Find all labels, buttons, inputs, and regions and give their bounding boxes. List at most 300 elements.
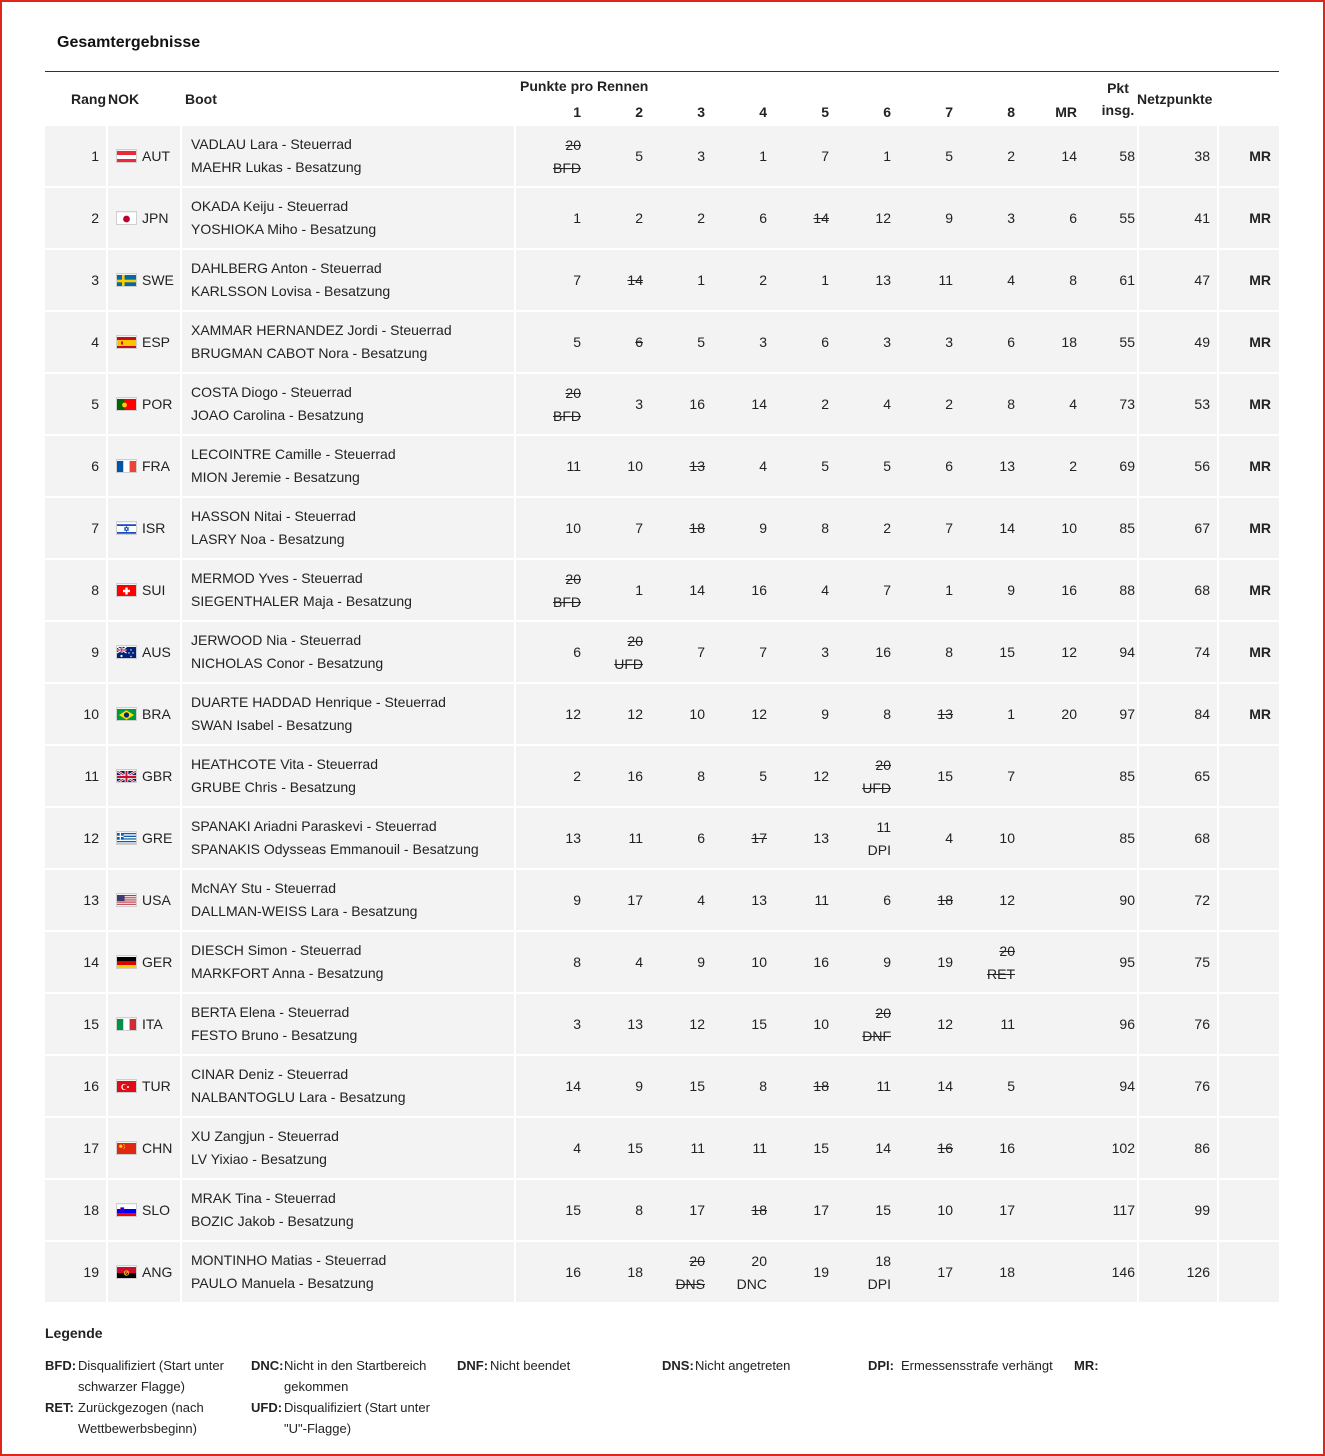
medal-race-badge: MR <box>1249 148 1271 164</box>
race-5-points <box>789 827 829 850</box>
race-1-points <box>541 827 581 850</box>
column-separator <box>106 560 108 620</box>
points-value: 14 <box>751 396 767 412</box>
race-mr-points <box>1037 517 1077 540</box>
race-6-points <box>851 207 891 230</box>
points-value: 11 <box>938 272 953 288</box>
points-value: 8 <box>759 1078 767 1094</box>
legend-text-line: Zurückgezogen (nach <box>78 1400 204 1415</box>
crew-cell <box>191 1125 339 1171</box>
points-value: 10 <box>627 458 643 474</box>
column-separator <box>1137 808 1139 868</box>
points-value: 5 <box>945 148 953 164</box>
medal-race-badge: MR <box>1249 396 1271 412</box>
column-separator <box>180 250 182 310</box>
column-separator <box>1217 374 1219 434</box>
points-value: 13 <box>627 1016 643 1032</box>
penalty-code: BFD <box>553 594 581 610</box>
medal-race-badge: MR <box>1249 210 1271 226</box>
race-5-points <box>789 765 829 788</box>
net-points: 67 <box>1194 520 1210 536</box>
crew-cell <box>191 1187 354 1233</box>
race-1-points <box>541 1137 581 1160</box>
crew-name: SIEGENTHALER Maja - Besatzung <box>191 593 412 609</box>
column-separator <box>106 622 108 682</box>
net-points: 68 <box>1194 830 1210 846</box>
points-value: 8 <box>1007 396 1015 412</box>
helm-name: HASSON Nitai - Steuerrad <box>191 508 356 524</box>
points-value: 10 <box>565 520 581 536</box>
race-4-points <box>727 269 767 292</box>
column-separator <box>514 1056 516 1116</box>
column-separator <box>1137 188 1139 248</box>
column-separator <box>106 126 108 186</box>
points-value: 14 <box>1061 148 1077 164</box>
column-separator <box>180 994 182 1054</box>
points-value: 16 <box>1061 582 1077 598</box>
column-separator <box>514 622 516 682</box>
penalty-code: BFD <box>553 408 581 424</box>
flag-usa-icon <box>116 893 137 907</box>
legend-text-line: "U"-Flagge) <box>284 1421 352 1436</box>
points-value: 12 <box>627 706 643 722</box>
race-2-points <box>603 331 643 354</box>
helm-name: HEATHCOTE Vita - Steuerrad <box>191 756 378 772</box>
column-separator <box>1217 870 1219 930</box>
race-8-points <box>975 940 1015 986</box>
column-separator <box>514 188 516 248</box>
race-2-points <box>603 1261 643 1284</box>
total-points: 146 <box>1111 1264 1135 1280</box>
table-header <box>45 72 1279 126</box>
net-points: 99 <box>1194 1202 1210 1218</box>
header-rank: Rang <box>71 91 106 107</box>
race-6-points <box>851 269 891 292</box>
race-3-points <box>665 1199 705 1222</box>
flag-tur-icon <box>116 1079 137 1093</box>
points-value: 6 <box>945 458 953 474</box>
points-value: 9 <box>821 706 829 722</box>
points-value: 12 <box>875 210 891 226</box>
race-8-points <box>975 1199 1015 1222</box>
race-5-points <box>789 517 829 540</box>
points-value: 18 <box>627 1264 643 1280</box>
crew-name: LV Yixiao - Besatzung <box>191 1151 327 1167</box>
noc-code: AUS <box>142 644 171 660</box>
column-separator <box>1137 560 1139 620</box>
race-7-points <box>913 889 953 912</box>
medal-race-badge: MR <box>1249 334 1271 350</box>
points-value: 12 <box>937 1016 953 1032</box>
race-mr-points <box>1037 393 1077 416</box>
table-row <box>45 932 1279 992</box>
rank-cell: 7 <box>91 520 99 536</box>
points-value: 7 <box>573 272 581 288</box>
points-value: 2 <box>697 210 705 226</box>
rank-cell: 17 <box>83 1140 99 1156</box>
noc-code: SLO <box>142 1202 171 1218</box>
legend-text-line: schwarzer Flagge) <box>78 1379 185 1394</box>
race-7-points <box>913 393 953 416</box>
column-separator <box>514 808 516 868</box>
column-separator <box>1217 1118 1219 1178</box>
points-value: 14 <box>875 1140 891 1156</box>
crew-name: KARLSSON Lovisa - Besatzung <box>191 283 391 299</box>
points-value: 2 <box>1069 458 1077 474</box>
race-7-points <box>913 1013 953 1036</box>
race-2-points <box>603 703 643 726</box>
points-value: 14 <box>999 520 1015 536</box>
crew-cell <box>191 443 396 489</box>
crew-name: JOAO Carolina - Besatzung <box>191 407 364 423</box>
race-7-points <box>913 641 953 664</box>
points-value: 15 <box>875 1202 891 1218</box>
points-value: 3 <box>821 644 829 660</box>
net-points: 49 <box>1194 334 1210 350</box>
points-value: 17 <box>627 892 643 908</box>
header-race-mr: MR <box>1055 104 1077 120</box>
race-8-points <box>975 1261 1015 1284</box>
column-separator <box>1217 1242 1219 1302</box>
rank-cell: 9 <box>91 644 99 660</box>
crew-name: NICHOLAS Conor - Besatzung <box>191 655 384 671</box>
points-value: 1 <box>945 582 953 598</box>
legend-text-line: Nicht beendet <box>490 1358 571 1373</box>
rank-cell: 5 <box>91 396 99 412</box>
noc-code: BRA <box>142 706 171 722</box>
helm-name: McNAY Stu - Steuerrad <box>191 880 336 896</box>
points-value: 2 <box>635 210 643 226</box>
total-points: 94 <box>1119 1078 1135 1094</box>
crew-name: MAEHR Lukas - Besatzung <box>191 159 362 175</box>
crew-name: MION Jeremie - Besatzung <box>191 469 360 485</box>
column-separator <box>106 1056 108 1116</box>
points-value: 15 <box>689 1078 705 1094</box>
flag-jpn-icon <box>116 211 137 225</box>
helm-name: BERTA Elena - Steuerrad <box>191 1004 350 1020</box>
column-separator <box>514 932 516 992</box>
race-1-points <box>541 1013 581 1036</box>
points-value: 2 <box>883 520 891 536</box>
points-value: 7 <box>945 520 953 536</box>
points-value: 18 <box>875 1253 891 1269</box>
header-total-line1: Pkt <box>1107 80 1129 96</box>
flag-aut-icon <box>116 149 137 163</box>
column-separator <box>1137 126 1139 186</box>
crew-cell <box>191 629 383 675</box>
noc-code: ISR <box>142 520 166 536</box>
column-separator <box>1217 498 1219 558</box>
penalty-code: DNS <box>675 1276 705 1292</box>
race-8-points <box>975 207 1015 230</box>
table-row <box>45 994 1279 1054</box>
rank-cell: 3 <box>91 272 99 288</box>
column-separator <box>106 1180 108 1240</box>
race-7-points <box>913 703 953 726</box>
total-points: 97 <box>1119 706 1135 722</box>
points-value: 3 <box>1007 210 1015 226</box>
points-value: 9 <box>697 954 705 970</box>
points-value: 14 <box>565 1078 581 1094</box>
column-separator <box>1217 188 1219 248</box>
net-points: 86 <box>1194 1140 1210 1156</box>
points-value: 7 <box>759 644 767 660</box>
column-separator <box>514 374 516 434</box>
penalty-code: DPI <box>867 842 891 858</box>
helm-name: DUARTE HADDAD Henrique - Steuerrad <box>191 694 446 710</box>
race-3-points <box>665 331 705 354</box>
points-value: 9 <box>635 1078 643 1094</box>
noc-code: GBR <box>142 768 173 784</box>
race-3-points <box>665 1250 705 1296</box>
race-6-points <box>851 1075 891 1098</box>
points-value: 11 <box>690 1140 705 1156</box>
column-separator <box>1217 436 1219 496</box>
net-points: 53 <box>1194 396 1210 412</box>
points-value: 20 <box>875 1005 891 1021</box>
points-value: 5 <box>821 458 829 474</box>
total-points: 85 <box>1119 830 1135 846</box>
rank-cell: 15 <box>83 1016 99 1032</box>
race-2-points <box>603 393 643 416</box>
column-separator <box>180 1180 182 1240</box>
flag-gre-icon <box>116 831 137 845</box>
race-2-points <box>603 765 643 788</box>
column-separator <box>180 684 182 744</box>
race-5-points <box>789 1013 829 1036</box>
race-2-points <box>603 1199 643 1222</box>
crew-cell <box>191 753 378 799</box>
race-8-points <box>975 1075 1015 1098</box>
medal-race-badge: MR <box>1249 458 1271 474</box>
table-row <box>45 870 1279 930</box>
race-7-points <box>913 1075 953 1098</box>
flag-aus-icon <box>116 645 137 659</box>
race-3-points <box>665 951 705 974</box>
points-value: 18 <box>999 1264 1015 1280</box>
points-value: 20 <box>689 1253 705 1269</box>
table-row <box>45 312 1279 372</box>
total-points: 90 <box>1119 892 1135 908</box>
crew-cell <box>191 1063 406 1109</box>
points-value: 12 <box>751 706 767 722</box>
crew-cell <box>191 319 452 365</box>
net-points: 38 <box>1194 148 1210 164</box>
table-row <box>45 1180 1279 1240</box>
crew-name: DALLMAN-WEISS Lara - Besatzung <box>191 903 418 919</box>
column-separator <box>180 870 182 930</box>
legend-key: DNC: <box>251 1358 284 1373</box>
table-row <box>45 684 1279 744</box>
race-3-points <box>665 207 705 230</box>
points-value: 9 <box>1007 582 1015 598</box>
column-separator <box>514 312 516 372</box>
points-value: 8 <box>1069 272 1077 288</box>
points-value: 14 <box>813 210 829 226</box>
column-separator <box>180 622 182 682</box>
race-3-points <box>665 579 705 602</box>
rank-cell: 16 <box>83 1078 99 1094</box>
helm-name: LECOINTRE Camille - Steuerrad <box>191 446 396 462</box>
race-4-points <box>727 765 767 788</box>
race-1-points <box>541 889 581 912</box>
crew-name: MARKFORT Anna - Besatzung <box>191 965 384 981</box>
points-value: 9 <box>759 520 767 536</box>
points-value: 4 <box>1007 272 1015 288</box>
points-value: 18 <box>813 1078 829 1094</box>
noc-code: POR <box>142 396 173 412</box>
net-points: 65 <box>1194 768 1210 784</box>
column-separator <box>1137 250 1139 310</box>
points-value: 15 <box>751 1016 767 1032</box>
column-separator <box>106 312 108 372</box>
points-value: 8 <box>821 520 829 536</box>
points-value: 2 <box>945 396 953 412</box>
race-2-points <box>603 827 643 850</box>
rank-cell: 6 <box>91 458 99 474</box>
rank-cell: 10 <box>83 706 99 722</box>
race-7-points <box>913 1137 953 1160</box>
column-separator <box>514 746 516 806</box>
helm-name: CINAR Deniz - Steuerrad <box>191 1066 349 1082</box>
race-7-points <box>913 455 953 478</box>
flag-esp-icon <box>116 335 137 349</box>
helm-name: MERMOD Yves - Steuerrad <box>191 570 363 586</box>
rank-cell: 1 <box>91 148 99 164</box>
race-6-points <box>851 889 891 912</box>
header-race-3: 3 <box>697 104 705 120</box>
race-3-points <box>665 703 705 726</box>
legend-text-line: gekommen <box>284 1379 349 1394</box>
penalty-code: UFD <box>862 780 891 796</box>
race-4-points <box>727 1075 767 1098</box>
points-value: 5 <box>759 768 767 784</box>
column-separator <box>180 498 182 558</box>
total-points: 58 <box>1119 148 1135 164</box>
crew-name: PAULO Manuela - Besatzung <box>191 1275 374 1291</box>
race-5-points <box>789 641 829 664</box>
race-4-points <box>727 889 767 912</box>
points-value: 1 <box>1007 706 1015 722</box>
race-mr-points <box>1037 579 1077 602</box>
rank-cell: 14 <box>83 954 99 970</box>
header-boat: Boot <box>185 91 217 107</box>
points-value: 2 <box>759 272 767 288</box>
total-points: 85 <box>1119 768 1135 784</box>
legend-text <box>78 1397 204 1439</box>
rank-cell: 12 <box>83 830 99 846</box>
points-value: 6 <box>883 892 891 908</box>
flag-ger-icon <box>116 955 137 969</box>
total-points: 55 <box>1119 334 1135 350</box>
points-value: 15 <box>999 644 1015 660</box>
points-value: 1 <box>759 148 767 164</box>
crew-name: YOSHIOKA Miho - Besatzung <box>191 221 377 237</box>
race-1-points <box>541 382 581 428</box>
race-5-points <box>789 393 829 416</box>
rank-cell: 8 <box>91 582 99 598</box>
header-race-2: 2 <box>635 104 643 120</box>
table-row <box>45 746 1279 806</box>
race-5-points <box>789 889 829 912</box>
race-6-points <box>851 754 891 800</box>
race-8-points <box>975 1137 1015 1160</box>
race-2-points <box>603 579 643 602</box>
legend-title: Legende <box>45 1325 103 1341</box>
legend-key: BFD: <box>45 1358 77 1373</box>
race-2-points <box>603 1075 643 1098</box>
crew-name: LASRY Noa - Besatzung <box>191 531 345 547</box>
race-4-points <box>727 331 767 354</box>
points-value: 16 <box>565 1264 581 1280</box>
points-value: 20 <box>999 943 1015 959</box>
column-separator <box>1217 932 1219 992</box>
race-5-points <box>789 1199 829 1222</box>
helm-name: OKADA Keiju - Steuerrad <box>191 198 349 214</box>
points-value: 11 <box>814 892 829 908</box>
header-total-line2: insg. <box>1101 102 1135 118</box>
column-separator <box>1217 250 1219 310</box>
table-row <box>45 188 1279 248</box>
race-8-points <box>975 579 1015 602</box>
header-race-5: 5 <box>821 104 829 120</box>
race-1-points <box>541 331 581 354</box>
points-value: 20 <box>565 571 581 587</box>
race-1-points <box>541 269 581 292</box>
race-mr-points <box>1037 641 1077 664</box>
points-value: 3 <box>883 334 891 350</box>
race-1-points <box>541 134 581 180</box>
table-row <box>45 250 1279 310</box>
penalty-code: DNC <box>736 1276 767 1292</box>
column-separator <box>106 684 108 744</box>
race-6-points <box>851 816 891 862</box>
points-value: 13 <box>565 830 581 846</box>
points-value: 2 <box>1007 148 1015 164</box>
crew-cell <box>191 381 364 427</box>
race-3-points <box>665 827 705 850</box>
points-value: 11 <box>566 458 581 474</box>
medal-race-badge: MR <box>1249 272 1271 288</box>
race-5-points <box>789 207 829 230</box>
legend-text <box>490 1355 570 1376</box>
helm-name: DAHLBERG Anton - Steuerrad <box>191 260 382 276</box>
race-mr-points <box>1037 455 1077 478</box>
race-4-points <box>727 145 767 168</box>
race-7-points <box>913 331 953 354</box>
points-value: 19 <box>937 954 953 970</box>
column-separator <box>1217 622 1219 682</box>
column-separator <box>180 1056 182 1116</box>
column-separator <box>1217 126 1219 186</box>
legend-text <box>284 1355 426 1397</box>
race-1-points <box>541 641 581 664</box>
points-value: 6 <box>821 334 829 350</box>
total-points: 85 <box>1119 520 1135 536</box>
race-8-points <box>975 393 1015 416</box>
net-points: 84 <box>1194 706 1210 722</box>
column-separator <box>106 808 108 868</box>
points-value: 16 <box>937 1140 953 1156</box>
crew-cell <box>191 939 383 985</box>
table-row <box>45 498 1279 558</box>
crew-cell <box>191 195 376 241</box>
total-points: 117 <box>1112 1202 1135 1218</box>
medal-race-badge: MR <box>1249 706 1271 722</box>
net-points: 72 <box>1194 892 1210 908</box>
rank-cell: 11 <box>84 768 99 784</box>
rank-cell: 13 <box>83 892 99 908</box>
